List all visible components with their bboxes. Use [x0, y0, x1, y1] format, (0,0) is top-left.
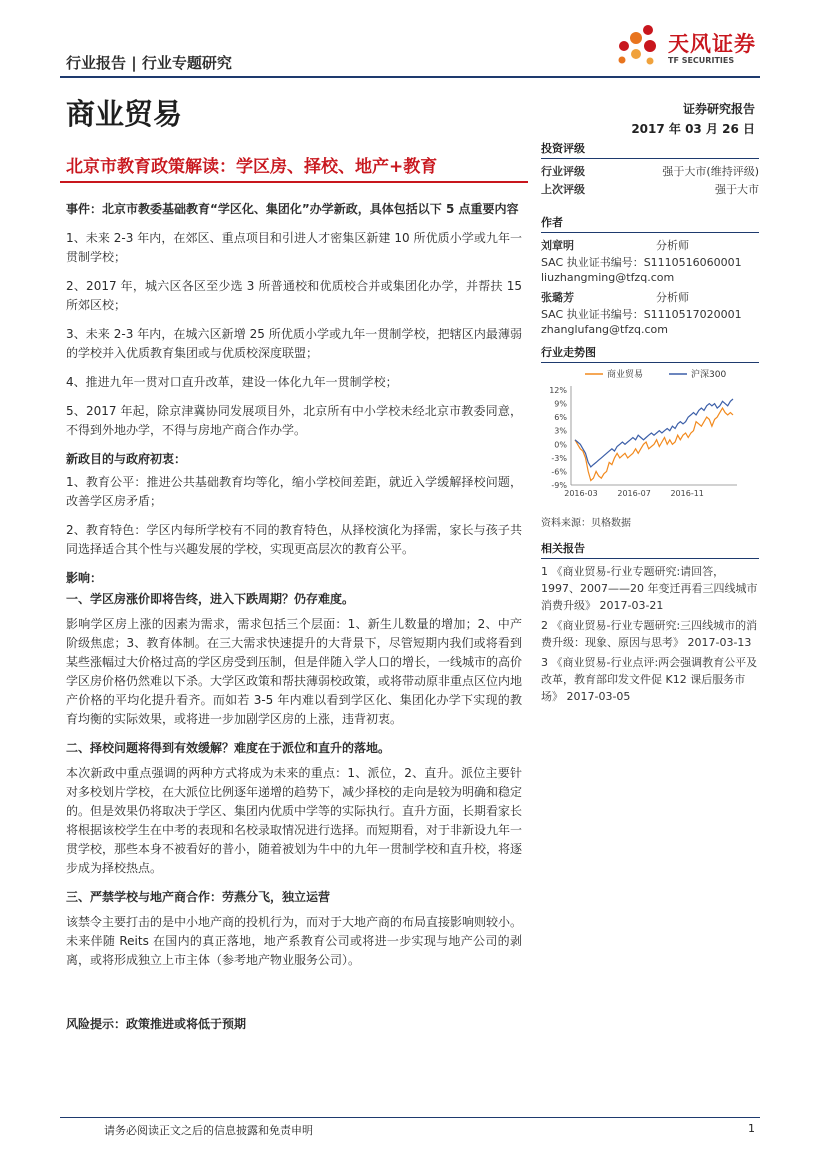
related-report-1[interactable]: 1 《商业贸易-行业专题研究:请回答，1997、2007——20 年变迁再看三四线城市消费升级》 2017-03-21: [541, 565, 758, 612]
chart-x-tick-label: 2016-03: [564, 489, 598, 498]
related-heading: 相关报告: [541, 540, 759, 559]
report-category: 行业报告 | 行业专题研究: [66, 54, 232, 72]
rating-value: 强于大市(维持评级): [662, 165, 759, 178]
section-2-body: 本次新政中重点强调的两种方式将成为未来的重点：1、派位，2、直升。派位主要针对多校划片学校，在大派位比例逐年递增的趋势下，减少择校的走向是较为明确和稳定的。但是效果仍将取决于学区、集团内优质中学等的实际执行。直升方面，长期看家长将根据该校学生在中考的表现和名校录取情况进行选择。而短期看，对于非新设九年一贯学校，那些本身不被看好的普小，随着被划为牛中的九年一贯制学校和直升校，将逐步成为择校热点。: [66, 766, 523, 875]
analyst-role: 分析师: [656, 239, 689, 252]
sector-title: 商业贸易: [66, 97, 183, 131]
analyst-cert: SAC 执业证书编号：S1110517020001: [541, 308, 742, 321]
prev-rating-row: [541, 181, 759, 199]
chart-x-tick-label: 2016-11: [670, 489, 704, 498]
footer-disclaimer: 请务必阅读正文之后的信息披露和免责申明: [104, 1124, 313, 1137]
prev-rating-value: 强于大市: [715, 183, 759, 196]
chart-y-tick-label: 3%: [554, 426, 567, 436]
analyst-role: 分析师: [656, 291, 689, 304]
section-1-body: 影响学区房上涨的因素为需求，需求包括三个层面：1、新生儿数量的增加；2、中产阶级焦虑；3、教育体制。在三大需求快速提升的大背景下，尽管短期内我们或将看到某些涨幅过大价格过高的学区房受到压制，但是伴随入学人口的增长，一线城市的高价学区房价格仍然难以下杀。大学区政策和帮扶薄弱校政策，或将带动原非重点区位内地产价格的平均化提升看齐。而如若 3-5 年内难以看到学区化、集团化办学下实现的教育均衡的实际效果，或将进一步加剧学区房的上涨，违背初衷。: [66, 617, 523, 726]
chart-y-tick-label: 0%: [554, 440, 567, 450]
rating-row: [541, 163, 759, 181]
page-title: 北京市教育政策解读：学区房、择校、地产+教育: [66, 157, 438, 177]
logo-subtext: TF SECURITIES: [668, 56, 735, 65]
chart-legend-label: 沪深300: [691, 370, 727, 380]
risk-warning: 风险提示：政策推进或将低于预期: [66, 1017, 247, 1031]
title-divider: [60, 181, 528, 183]
industry-trend-chart: [541, 364, 759, 510]
goal-2: 2、教育特色：学区内每所学校有不同的教育特色，从择校演化为择需，家长与孩子共同选择适合其个性与兴趣发展的学校，实现更高层次的教育公平。: [66, 523, 522, 556]
event-intro: 事件：北京市教委基础教育“学区化、集团化”办学新政，具体包括以下 5 点重要内容: [66, 202, 519, 216]
chart-y-tick-label: 6%: [554, 413, 567, 423]
main-content: [66, 200, 522, 980]
prev-rating-label: 上次评级: [541, 183, 585, 196]
chart-y-tick-label: -3%: [551, 453, 567, 463]
section-3-heading: 三、严禁学校与地产商合作：劳燕分飞，独立运营: [66, 890, 331, 904]
analyst-cert: SAC 执业证书编号：S1110516060001: [541, 256, 742, 269]
chart-y-tick-label: -9%: [551, 481, 567, 490]
point-5: 5、2017 年起，除京津冀协同发展项目外，北京所有中小学校未经北京市教委同意，不得到外地办学，不得与房地产商合作办学。: [66, 404, 522, 437]
report-date: 2017 年 03 月 26 日: [631, 122, 755, 136]
analyst-name: 张璐芳: [541, 291, 574, 304]
related-report-2[interactable]: 2 《商业贸易-行业专题研究:三四线城市的消费升级：现象、原因与思考》 2017-03-13: [541, 619, 758, 649]
author-box: [541, 214, 759, 337]
analyst-card: [541, 289, 759, 337]
chart-y-tick-label: 12%: [549, 386, 567, 395]
footer-divider: [60, 1117, 760, 1118]
point-1: 1、未来 2-3 年内，在郊区、重点项目和引进人才密集区新建 10 所优质小学或九年一贯制学校；: [66, 231, 522, 264]
rating-box: [541, 140, 759, 199]
related-reports: [541, 540, 759, 708]
analyst-card: [541, 237, 759, 285]
chart-y-tick-label: 9%: [554, 399, 567, 409]
tf-logo-icon: [610, 18, 666, 68]
logo-text: 天风证券: [668, 32, 756, 56]
section-2-heading: 二、择校问题将得到有效缓解？难度在于派位和直升的落地。: [66, 741, 391, 755]
section-3-body: 该禁令主要打击的是中小地产商的投机行为，而对于大地产商的布局直接影响则较小。未来伴随 Reits 在国内的真正落地，地产系教育公司或将进一步实现与地产公司的剥离，或将形成独立上市主体（参考地产物业服务公司）。: [66, 915, 523, 967]
rating-heading: 投资评级: [541, 140, 759, 159]
author-heading: 作者: [541, 214, 759, 233]
trend-heading: 行业走势图: [541, 344, 759, 363]
goal-1: 1、教育公平：推进公共基础教育均等化，缩小学校间差距，就近入学缓解择校问题，改善学区房矛盾；: [66, 475, 522, 508]
analyst-email[interactable]: liuzhangming@tfzq.com: [541, 271, 675, 284]
point-3: 3、未来 2-3 年内，在城六区新增 25 所优质小学或九年一贯制学校，把辖区内最薄弱的学校并入优质教育集团或与优质校深度联盟；: [66, 327, 522, 360]
point-4: 4、推进九年一贯对口直升改革，建设一体化九年一贯制学校；: [66, 375, 398, 389]
goal-heading: 新政目的与政府初衷：: [66, 452, 187, 466]
chart-series-line-1: [575, 408, 733, 480]
analyst-name: 刘章明: [541, 239, 574, 252]
chart-x-tick-label: 2016-07: [617, 489, 651, 498]
rating-label: 行业评级: [541, 165, 585, 178]
analyst-email[interactable]: zhanglufang@tfzq.com: [541, 323, 668, 336]
impact-heading: 影响：: [66, 571, 103, 585]
header-divider: [60, 76, 760, 78]
chart-legend-label: 商业贸易: [607, 370, 644, 380]
page-number: 1: [748, 1122, 755, 1135]
point-2: 2、2017 年，城六区各区至少选 3 所普通校和优质校合并或集团化办学，并帮扶 15 所郊区校；: [66, 279, 522, 312]
related-report-3[interactable]: 3 《商业贸易-行业点评:两会强调教育公平及改革，教育部印发文件促 K12 课后服务市场》 2017-03-05: [541, 656, 758, 703]
chart-series-line-2: [575, 399, 733, 467]
chart-source: 资料来源：贝格数据: [541, 518, 631, 529]
chart-y-tick-label: -6%: [551, 467, 567, 477]
report-type: 证券研究报告: [682, 102, 755, 116]
section-1-heading: 一、学区房涨价即将告终，进入下跌周期？仍存难度。: [66, 592, 355, 606]
